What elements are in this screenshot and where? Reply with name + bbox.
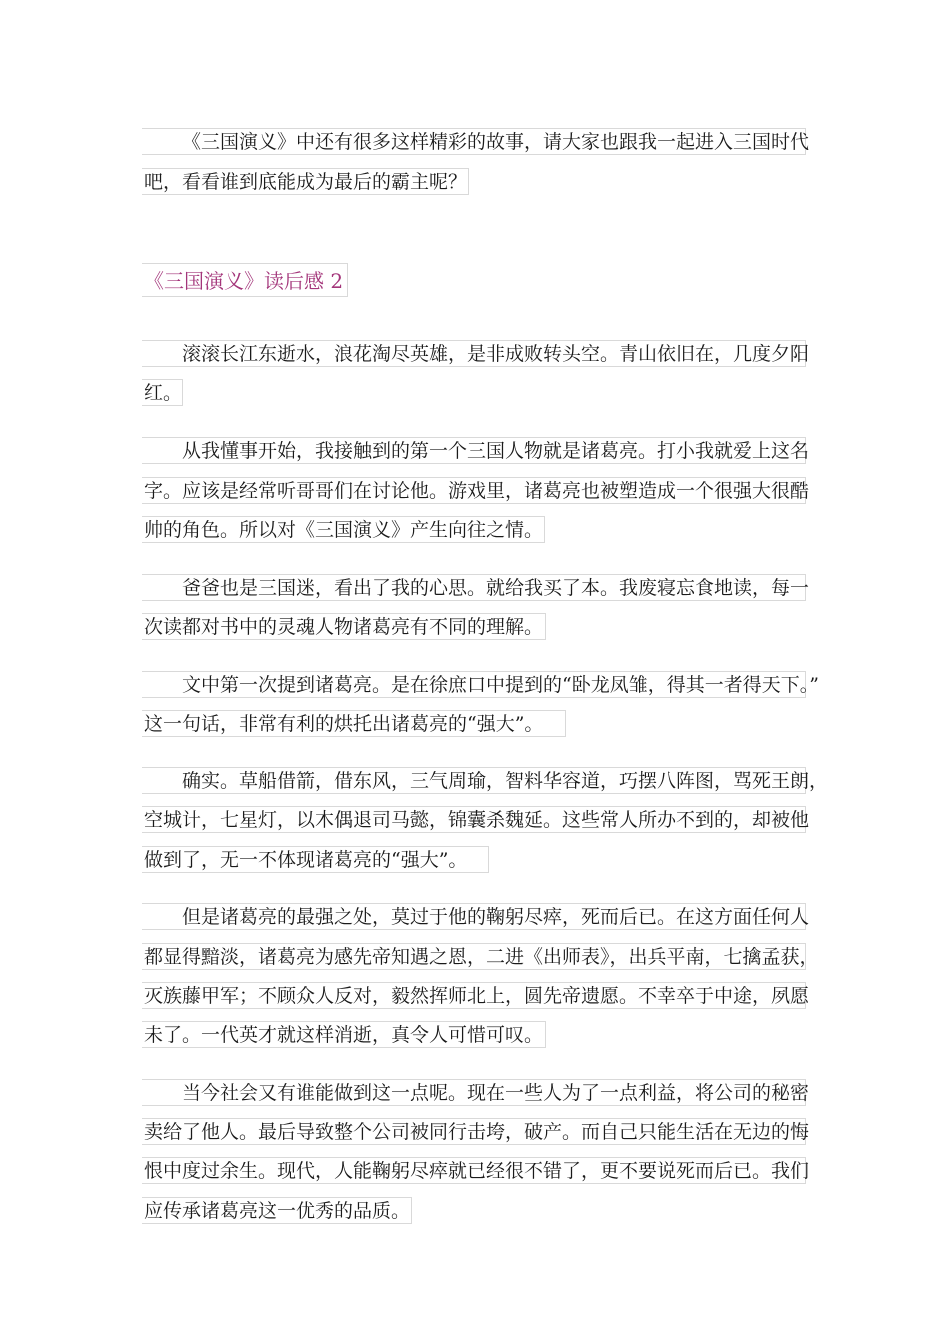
paragraph-line: 这一句话，非常有利的烘托出诸葛亮的“强大”。 [142, 710, 566, 737]
paragraph-line: 《三国演义》中还有很多这样精彩的故事，请大家也跟我一起进入三国时代 [142, 128, 806, 155]
paragraph-line: 应传承诸葛亮这一优秀的品质。 [142, 1197, 412, 1224]
paragraph-line: 吧，看看谁到底能成为最后的霸主呢？ [142, 168, 469, 195]
paragraph-line: 红。 [142, 379, 183, 406]
paragraph-line: 字。应该是经常听哥哥们在讨论他。游戏里，诸葛亮也被塑造成一个很强大很酷 [142, 477, 806, 504]
paragraph-line: 未了。一代英才就这样消逝，真令人可惜可叹。 [142, 1021, 546, 1048]
paragraph-line: 爸爸也是三国迷，看出了我的心思。就给我买了本。我废寝忘食地读，每一 [142, 574, 806, 601]
paragraph-line: 当今社会又有谁能做到这一点呢。现在一些人为了一点利益，将公司的秘密 [142, 1079, 806, 1106]
paragraph-line: 文中第一次提到诸葛亮。是在徐庶口中提到的“卧龙凤雏，得其一者得天下。” [142, 671, 806, 698]
paragraph-line: 但是诸葛亮的最强之处，莫过于他的鞠躬尽瘁，死而后已。在这方面任何人 [142, 903, 806, 930]
paragraph-line: 恨中度过余生。现代，人能鞠躬尽瘁就已经很不错了，更不要说死而后已。我们 [142, 1157, 806, 1184]
section-title: 《三国演义》读后感 2 [142, 263, 348, 297]
paragraph-line: 次读都对书中的灵魂人物诸葛亮有不同的理解。 [142, 613, 546, 640]
paragraph-line: 帅的角色。所以对《三国演义》产生向往之情。 [142, 516, 545, 543]
paragraph-line: 空城计，七星灯，以木偶退司马懿，锦囊杀魏延。这些常人所办不到的，却被他 [142, 806, 806, 833]
paragraph-line: 确实。草船借箭，借东风，三气周瑜，智料华容道，巧摆八阵图，骂死王朗， [142, 767, 806, 794]
paragraph-line: 卖给了他人。最后导致整个公司被同行击垮，破产。而自己只能生活在无边的悔 [142, 1118, 806, 1145]
paragraph-line: 滚滚长江东逝水，浪花淘尽英雄，是非成败转头空。青山依旧在，几度夕阳 [142, 340, 806, 367]
paragraph-line: 灭族藤甲军；不顾众人反对，毅然挥师北上，圆先帝遗愿。不幸卒于中途，夙愿 [142, 982, 806, 1009]
paragraph-line: 做到了，无一不体现诸葛亮的“强大”。 [142, 846, 489, 873]
paragraph-line: 从我懂事开始，我接触到的第一个三国人物就是诸葛亮。打小我就爱上这名 [142, 437, 806, 464]
paragraph-line: 都显得黯淡，诸葛亮为感先帝知遇之恩，二进《出师表》，出兵平南，七擒孟获， [142, 943, 806, 970]
